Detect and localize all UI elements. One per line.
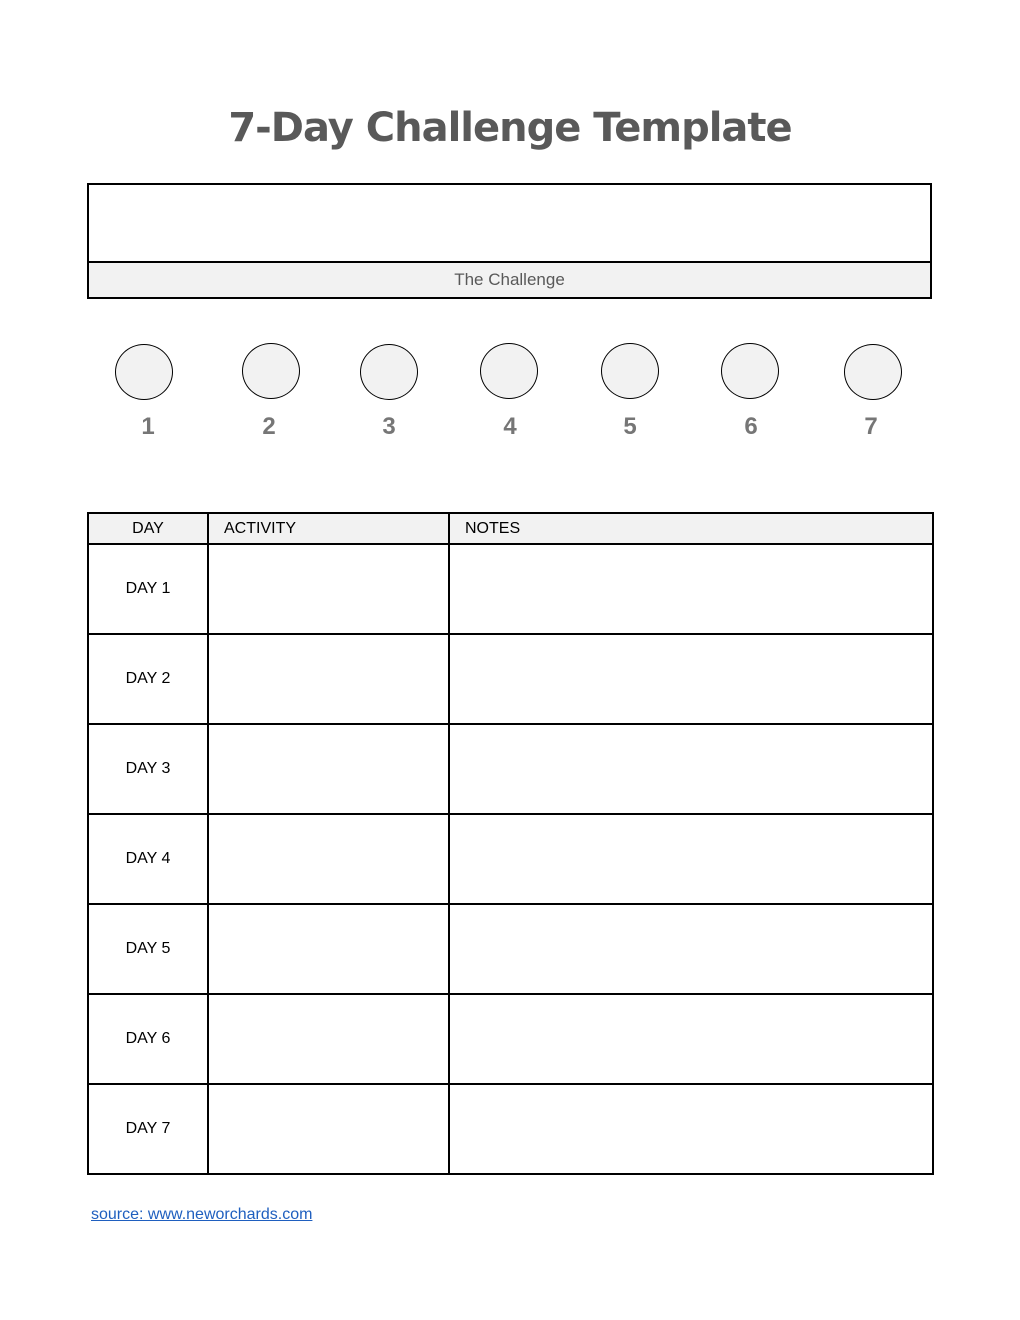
table-row	[88, 724, 933, 814]
table-row	[88, 814, 933, 904]
challenge-input-field[interactable]	[89, 185, 930, 263]
table-header-row	[88, 513, 933, 544]
day-number-label: 1	[141, 413, 155, 440]
day-cell: DAY 5	[88, 904, 208, 994]
day-7-checkbox-circle[interactable]	[844, 344, 902, 400]
day-cell: DAY 1	[88, 544, 208, 634]
notes-cell[interactable]	[449, 544, 933, 634]
day-1-checkbox-circle[interactable]	[115, 344, 173, 400]
day-5-checkbox-circle[interactable]	[601, 343, 659, 399]
day-cell: DAY 4	[88, 814, 208, 904]
activity-cell[interactable]	[208, 904, 449, 994]
column-header-activity: ACTIVITY	[208, 513, 449, 544]
table-row	[88, 544, 933, 634]
activity-cell[interactable]	[208, 634, 449, 724]
day-cell: DAY 3	[88, 724, 208, 814]
day-number-label: 4	[503, 413, 517, 440]
day-cell: DAY 2	[88, 634, 208, 724]
day-number-label: 3	[382, 413, 396, 440]
notes-cell[interactable]	[449, 634, 933, 724]
challenge-label: The Challenge	[89, 263, 930, 297]
column-header-notes: NOTES	[449, 513, 933, 544]
table-row	[88, 904, 933, 994]
column-header-day: DAY	[88, 513, 208, 544]
day-number-label: 5	[623, 413, 637, 440]
challenge-box	[87, 183, 932, 299]
table-row	[88, 1084, 933, 1174]
daily-log-table	[87, 512, 934, 1175]
day-number-label: 7	[864, 413, 878, 440]
activity-cell[interactable]	[208, 544, 449, 634]
notes-cell[interactable]	[449, 994, 933, 1084]
day-number-label: 6	[744, 413, 758, 440]
activity-cell[interactable]	[208, 724, 449, 814]
day-3-checkbox-circle[interactable]	[360, 344, 418, 400]
activity-cell[interactable]	[208, 1084, 449, 1174]
day-2-checkbox-circle[interactable]	[242, 343, 300, 399]
table-row	[88, 994, 933, 1084]
day-4-checkbox-circle[interactable]	[480, 343, 538, 399]
day-cell: DAY 6	[88, 994, 208, 1084]
notes-cell[interactable]	[449, 904, 933, 994]
table-row	[88, 634, 933, 724]
notes-cell[interactable]	[449, 724, 933, 814]
page-title: 7-Day Challenge Template	[228, 105, 792, 151]
activity-cell[interactable]	[208, 994, 449, 1084]
notes-cell[interactable]	[449, 1084, 933, 1174]
notes-cell[interactable]	[449, 814, 933, 904]
source-link[interactable]: source: www.neworchards.com	[91, 1206, 313, 1223]
day-6-checkbox-circle[interactable]	[721, 343, 779, 399]
activity-cell[interactable]	[208, 814, 449, 904]
day-number-label: 2	[262, 413, 276, 440]
day-cell: DAY 7	[88, 1084, 208, 1174]
